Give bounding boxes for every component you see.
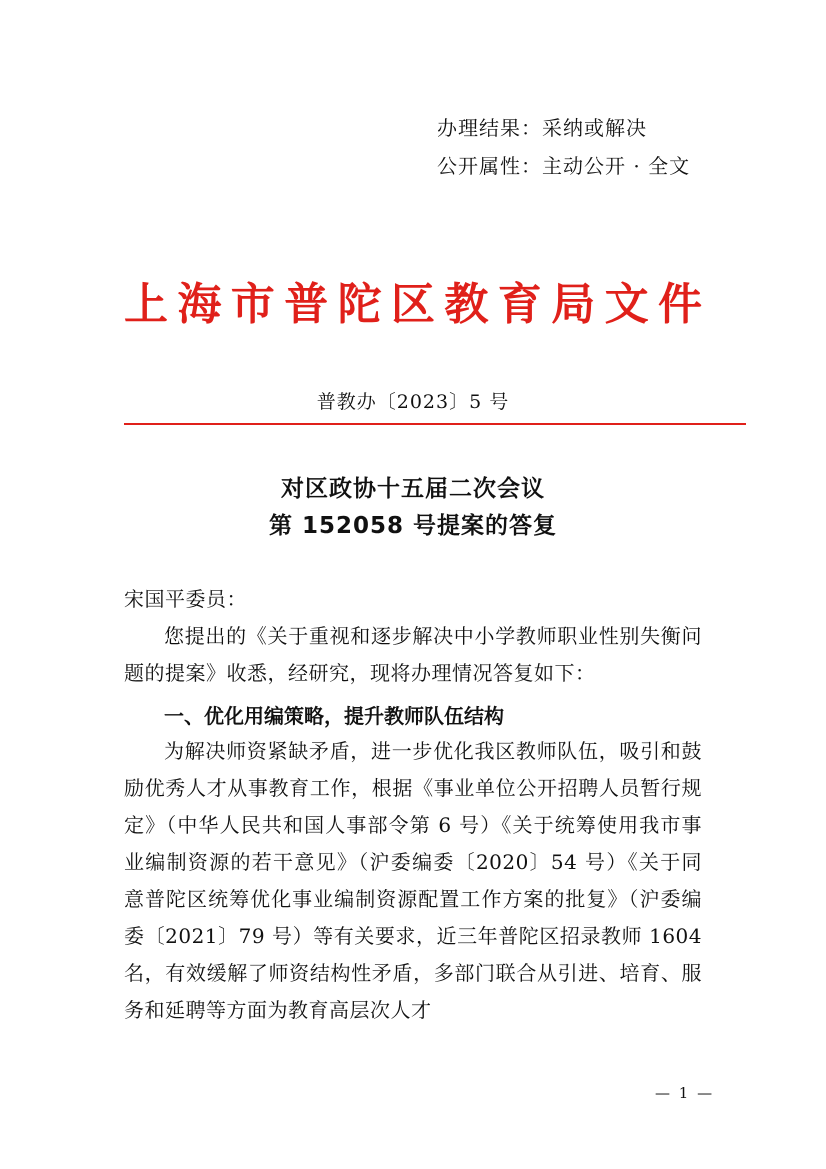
section-heading-1: 一、优化用编策略，提升教师队伍结构: [164, 704, 504, 728]
page-number: — 1 —: [655, 1084, 715, 1102]
reply-title-line2: 第 152058 号提案的答复: [268, 513, 558, 539]
handling-result: [437, 112, 647, 141]
red-divider: [124, 423, 746, 425]
handling-result-value: 采纳或解决: [542, 116, 647, 140]
paragraph-intro: 您提出的《关于重视和逐步解决中小学教师职业性别失衡问题的提案》收悉，经研究，现将办理情况答复如下：: [124, 624, 702, 685]
issuer-header: 上海市普陀区教育局文件: [124, 279, 704, 330]
handling-result-label: 办理结果：: [437, 116, 542, 140]
paragraph-body: 为解决师资紧缺矛盾，进一步优化我区教师队伍，吸引和鼓励优秀人才从事教育工作，根据《事业单位公开招聘人员暂行规定》（中华人民共和国人事部令第 6 号）《关于统筹使用我市事业编制资源的若干意见》（沪委编委〔2020〕54 号）《关于同意普陀区统筹优化事业编制资源配置工作方案的批复》（沪委编委〔2021〕79 号）等有关要求，近三年普陀区招录教师 1604 名，有效缓解了师资结构性矛盾，多部门联合从引进、培育、服务和延聘等方面为教育高层次人才: [124, 739, 702, 1022]
reply-title-line1: 对区政协十五届二次会议: [281, 476, 545, 502]
document-number: 普教办〔2023〕5 号: [316, 391, 510, 413]
disclosure-attribute: [437, 150, 690, 179]
disclosure-label: 公开属性：: [437, 154, 542, 178]
disclosure-value: 主动公开 · 全文: [542, 154, 691, 178]
salutation: 宋国平委员：: [124, 587, 247, 611]
